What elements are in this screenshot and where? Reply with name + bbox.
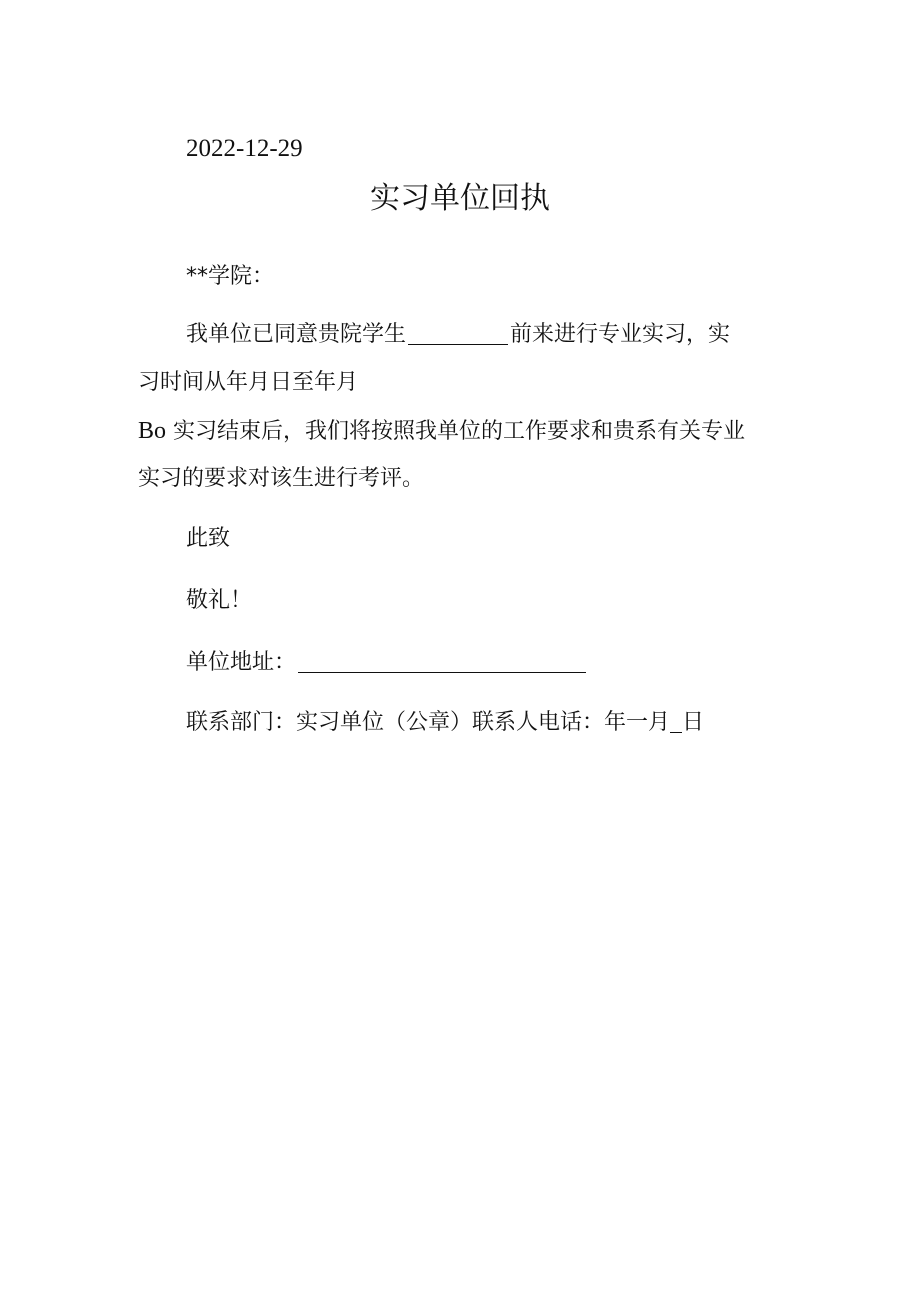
footer-contact-line [186,708,704,738]
paragraph-line-3 [138,416,745,447]
day-blank [670,710,682,733]
closing-cizhi: 此致 [186,526,231,551]
paragraph-line-1 [186,320,730,350]
paragraph-line-4: 实习的要求对该生进行考评。 [138,466,425,491]
paragraph-line-2: 习时间从年月日至年月 [138,370,359,395]
paragraph-line-3-prefix: Bo [138,418,167,444]
document-title: 实习单位回执 [370,181,550,216]
salutation: **学院： [186,264,275,289]
paragraph-line-3-text: 实习结束后，我们将按照我单位的工作要求和贵系有关专业 [173,419,746,444]
paragraph-text-after-blank: 前来进行专业实习，实 [510,322,731,347]
address-blank [298,650,586,673]
footer-day-text: 日 [682,710,705,735]
document-date: 2022-12-29 [186,135,303,162]
address-label: 单位地址： [186,650,297,675]
closing-jingli: 敬礼！ [186,588,253,613]
paragraph-text-before-blank: 我单位已同意贵院学生 [186,322,407,347]
footer-contact-text: 联系部门：实习单位（公章）联系人电话：年一月 [186,710,671,735]
address-line [186,648,586,678]
student-name-blank [408,322,508,345]
